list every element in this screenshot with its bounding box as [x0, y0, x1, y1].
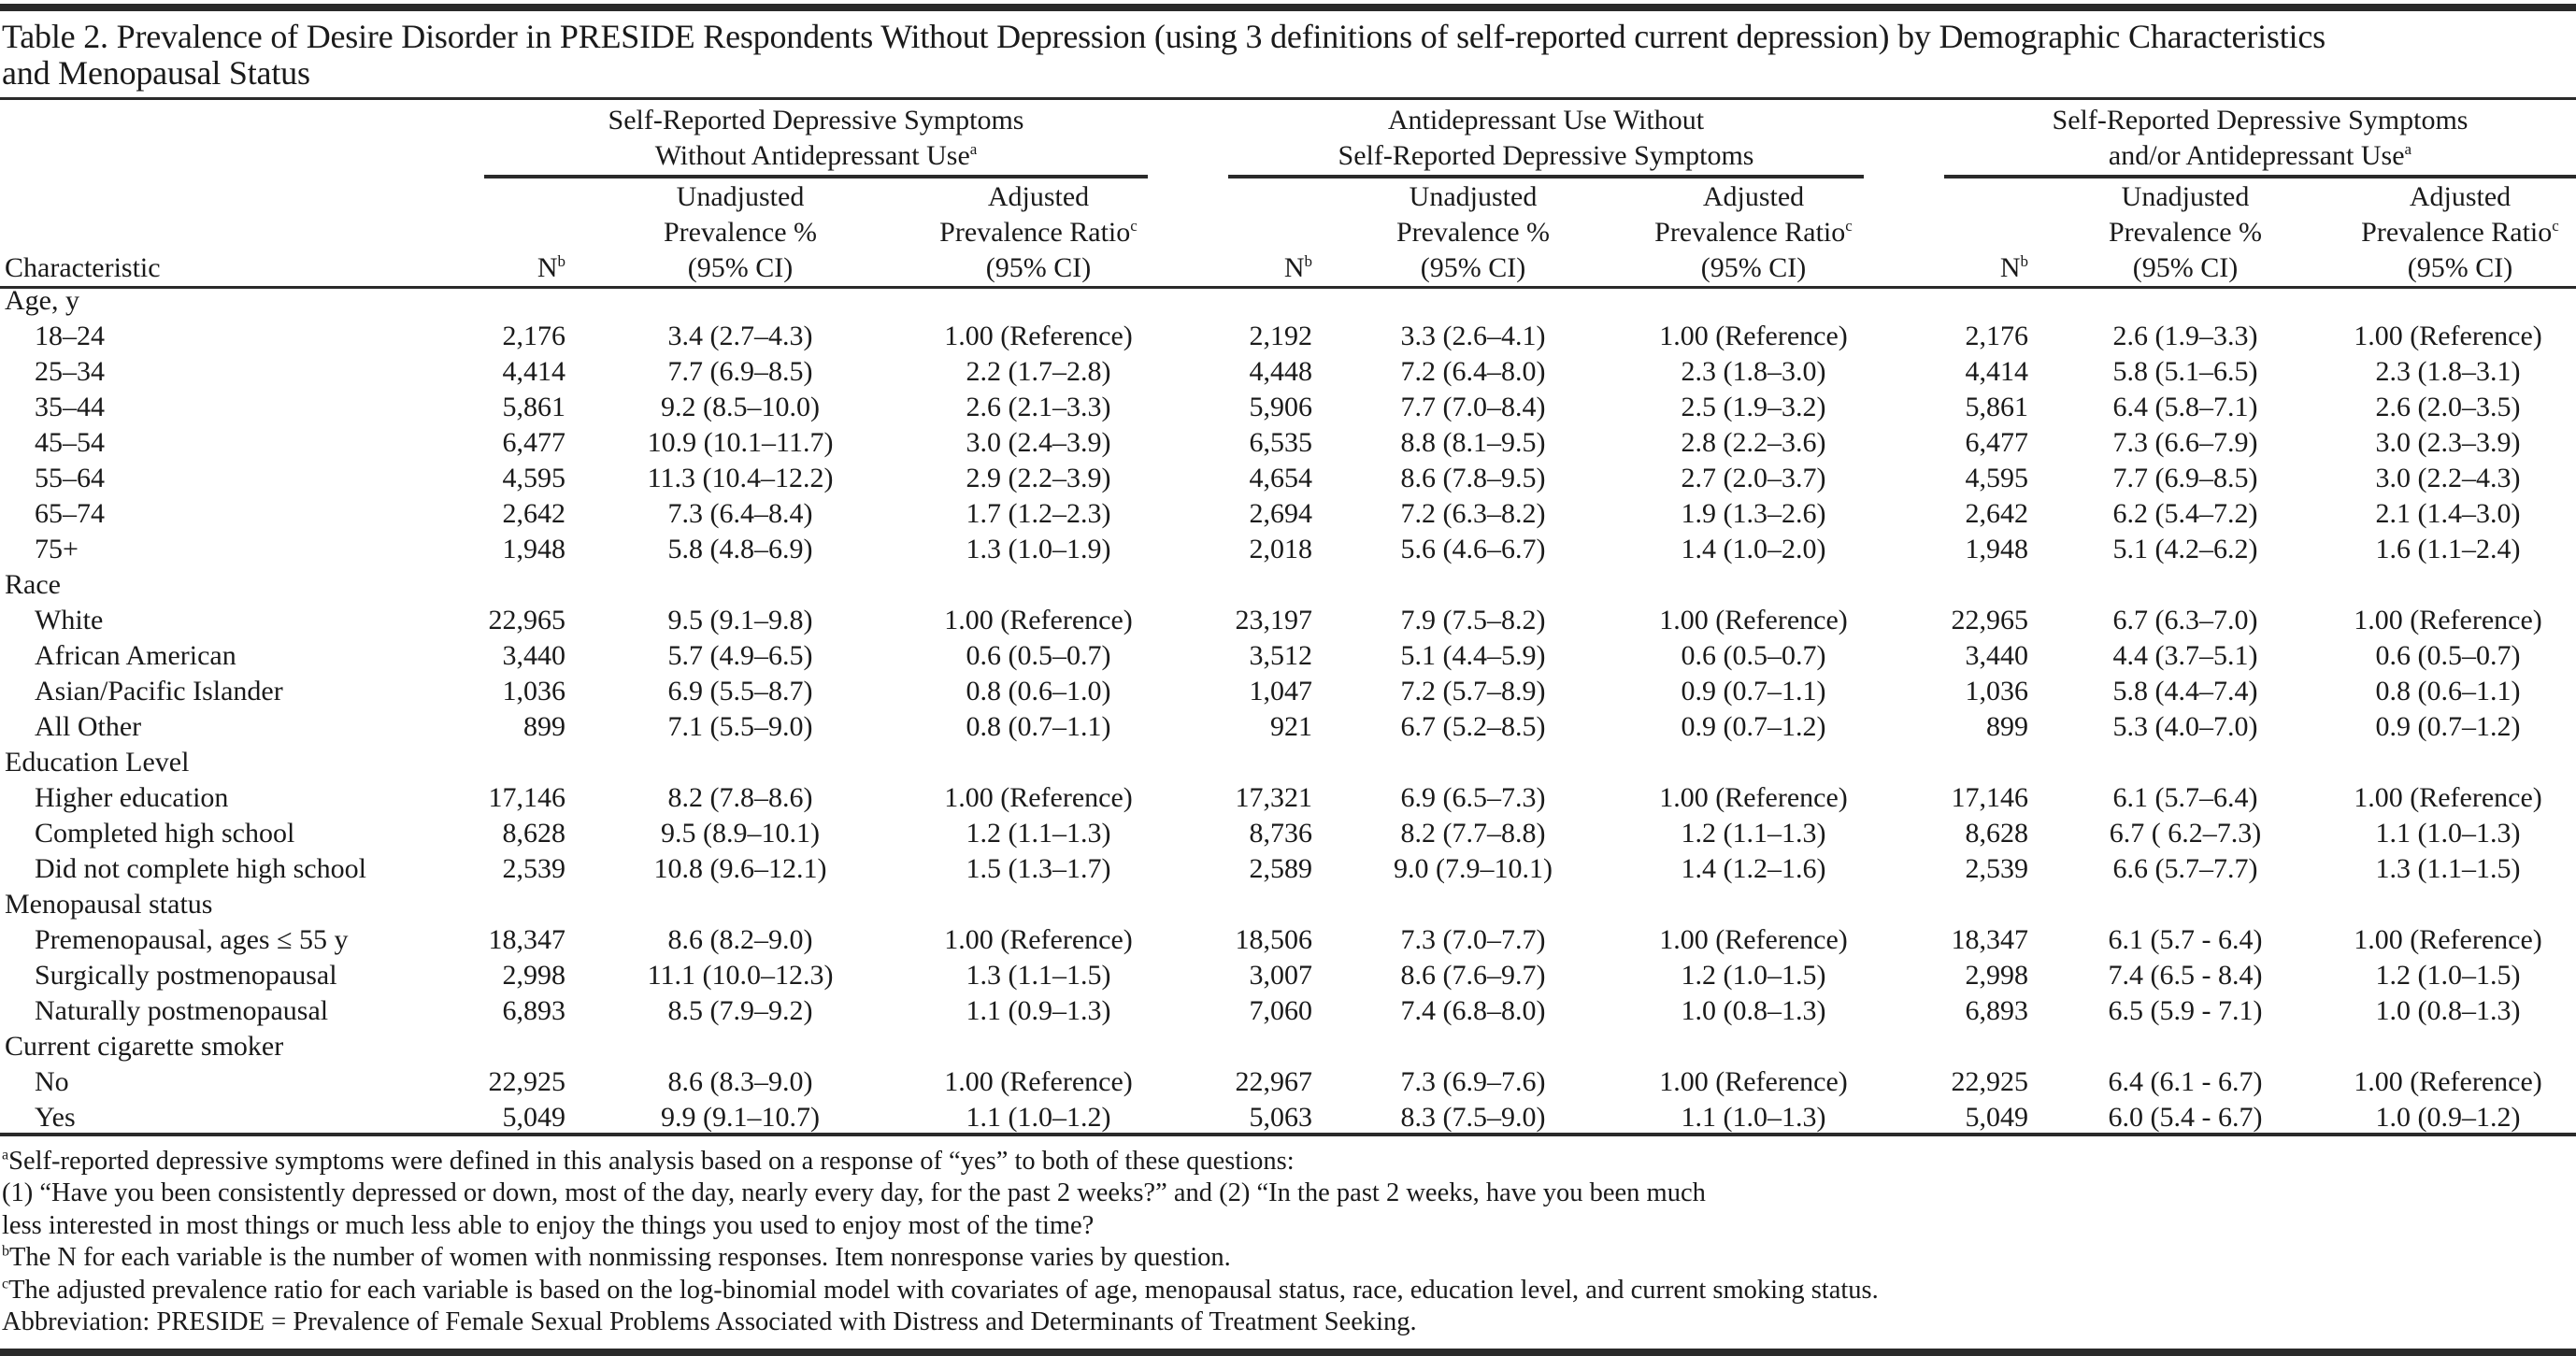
cell-adjusted-ratio-group3: 1.2 (1.0–1.5): [2375, 960, 2521, 991]
cell-n-group3: 5,049: [1965, 1102, 2028, 1133]
cell-adjusted-ratio-group1: 2.2 (1.7–2.8): [966, 356, 1111, 387]
group-underline-2: [1228, 175, 1864, 178]
row-label: Higher education: [35, 782, 229, 813]
bottom-border: [0, 1349, 2576, 1356]
cell-unadjusted-prevalence-group2: 8.2 (7.7–8.8): [1400, 818, 1546, 849]
footnote-c: [2, 1275, 1879, 1306]
row-label: Did not complete high school: [35, 853, 366, 884]
cell-n-group2: 23,197: [1235, 605, 1312, 635]
cell-n-group2: 6,535: [1249, 427, 1312, 458]
table-row: [0, 603, 2576, 638]
cell-adjusted-ratio-group1: 1.2 (1.1–1.3): [966, 818, 1111, 849]
cell-adjusted-ratio-group2: 1.00 (Reference): [1659, 321, 1848, 351]
table-row: [0, 638, 2576, 674]
footnote-b: [2, 1242, 1879, 1274]
header-text: Prevalence Ratio: [1654, 217, 1846, 248]
cell-n-group1: 22,965: [488, 605, 565, 635]
row-label: Naturally postmenopausal: [35, 995, 329, 1026]
footnote-abbreviation: Abbreviation: PRESIDE = Prevalence of Female Sexual Problems Associated with Distress and Determinants of Treatment Seeking.: [2, 1306, 1417, 1336]
cell-unadjusted-prevalence-group1: 7.3 (6.4–8.4): [667, 498, 813, 529]
row-label: Yes: [35, 1102, 76, 1133]
row-label: 55–64: [35, 463, 105, 493]
cell-adjusted-ratio-group1: 1.00 (Reference): [944, 782, 1133, 813]
cell-n-group1: 4,414: [502, 356, 565, 387]
cell-unadjusted-prevalence-group2: 7.4 (6.8–8.0): [1400, 995, 1546, 1026]
cell-adjusted-ratio-group1: 1.3 (1.1–1.5): [966, 960, 1111, 991]
cell-unadjusted-prevalence-group3: 7.7 (6.9–8.5): [2112, 463, 2258, 493]
column-header-unadjusted-prevalence: [1314, 179, 1632, 286]
cell-unadjusted-prevalence-group2: 8.6 (7.8–9.5): [1400, 463, 1546, 493]
cell-adjusted-ratio-group2: 0.9 (0.7–1.1): [1681, 676, 1826, 707]
table-row: [0, 993, 2576, 1029]
cell-adjusted-ratio-group3: 2.6 (2.0–3.5): [2375, 392, 2521, 422]
cell-n-group2: 5,063: [1249, 1102, 1312, 1133]
row-label: 75+: [35, 534, 79, 564]
cell-adjusted-ratio-group2: 0.9 (0.7–1.2): [1681, 711, 1826, 742]
cell-adjusted-ratio-group2: 2.3 (1.8–3.0): [1681, 356, 1826, 387]
cell-unadjusted-prevalence-group2: 7.7 (7.0–8.4): [1400, 392, 1546, 422]
cell-adjusted-ratio-group2: 2.7 (2.0–3.7): [1681, 463, 1826, 493]
cell-unadjusted-prevalence-group3: 6.0 (5.4 - 6.7): [2108, 1102, 2263, 1133]
column-header-adjusted-ratio: [880, 179, 1197, 286]
cell-unadjusted-prevalence-group1: 11.1 (10.0–12.3): [647, 960, 834, 991]
cell-unadjusted-prevalence-group1: 9.9 (9.1–10.7): [661, 1102, 820, 1133]
table-row: [0, 922, 2576, 958]
header-line: Adjusted: [987, 181, 1090, 212]
cell-n-group2: 18,506: [1235, 924, 1312, 955]
cell-n-group2: 2,589: [1249, 853, 1312, 884]
header-line: Adjusted: [2409, 181, 2512, 212]
cell-adjusted-ratio-group2: 1.00 (Reference): [1659, 924, 1848, 955]
cell-n-group3: 18,347: [1951, 924, 2028, 955]
cell-adjusted-ratio-group1: 1.1 (1.0–1.2): [966, 1102, 1111, 1133]
row-label: Completed high school: [35, 818, 295, 849]
group-header-2: [1228, 103, 1864, 174]
cell-adjusted-ratio-group2: 1.2 (1.1–1.3): [1681, 818, 1826, 849]
header-line: Adjusted: [1702, 181, 1805, 212]
row-label: African American: [35, 640, 236, 671]
cell-adjusted-ratio-group2: 1.4 (1.2–1.6): [1681, 853, 1826, 884]
table-row: [0, 425, 2576, 461]
cell-unadjusted-prevalence-group3: 5.3 (4.0–7.0): [2112, 711, 2258, 742]
cell-unadjusted-prevalence-group2: 7.3 (6.9–7.6): [1400, 1066, 1546, 1097]
row-label: 65–74: [35, 498, 105, 529]
cell-adjusted-ratio-group1: 0.6 (0.5–0.7): [966, 640, 1111, 671]
cell-n-group1: 2,642: [502, 498, 565, 529]
table-row: [0, 1100, 2576, 1135]
footnote-ref-b: b: [2020, 252, 2028, 270]
table-row: [0, 461, 2576, 496]
footnote-a-text: Self-reported depressive symptoms were defined in this analysis based on a response of “yes” to both of these questions:: [8, 1147, 1295, 1176]
header-text: Prevalence Ratio: [2361, 217, 2553, 248]
footnote-a-marker: a: [2, 1147, 9, 1163]
cell-unadjusted-prevalence-group1: 9.2 (8.5–10.0): [661, 392, 820, 422]
cell-unadjusted-prevalence-group2: 5.6 (4.6–6.7): [1400, 534, 1546, 564]
cell-unadjusted-prevalence-group2: 5.1 (4.4–5.9): [1400, 640, 1546, 671]
cell-adjusted-ratio-group3: 0.9 (0.7–1.2): [2375, 711, 2521, 742]
cell-adjusted-ratio-group3: 2.3 (1.8–3.1): [2375, 356, 2521, 387]
cell-adjusted-ratio-group3: 1.1 (1.0–1.3): [2375, 818, 2521, 849]
cell-adjusted-ratio-group3: 1.3 (1.1–1.5): [2375, 853, 2521, 884]
cell-unadjusted-prevalence-group1: 5.7 (4.9–6.5): [667, 640, 813, 671]
group-underline-1: [484, 175, 1148, 178]
cell-adjusted-ratio-group3: 1.00 (Reference): [2354, 924, 2542, 955]
cell-n-group2: 8,736: [1249, 818, 1312, 849]
cell-unadjusted-prevalence-group2: 9.0 (7.9–10.1): [1394, 853, 1553, 884]
cell-unadjusted-prevalence-group3: 6.4 (5.8–7.1): [2112, 392, 2258, 422]
cell-adjusted-ratio-group1: 3.0 (2.4–3.9): [966, 427, 1111, 458]
cell-adjusted-ratio-group2: 1.2 (1.0–1.5): [1681, 960, 1826, 991]
column-header-n: [472, 250, 565, 286]
row-label: 45–54: [35, 427, 105, 458]
cell-n-group1: 2,539: [502, 853, 565, 884]
column-header-n: [1935, 250, 2028, 286]
section-label: Race: [5, 569, 61, 600]
section-header-row: [0, 567, 2576, 603]
row-label: 25–34: [35, 356, 105, 387]
header-line: Prevalence %: [1395, 217, 1551, 248]
cell-adjusted-ratio-group2: 1.00 (Reference): [1659, 1066, 1848, 1097]
group-header-2-line1: Antidepressant Use Without: [1387, 105, 1705, 136]
column-header-n: [1219, 250, 1312, 286]
table-row: [0, 496, 2576, 532]
group-header-3-line2: and/or Antidepressant Use: [2108, 140, 2405, 171]
table-row: [0, 354, 2576, 390]
cell-unadjusted-prevalence-group1: 5.8 (4.8–6.9): [667, 534, 813, 564]
row-label: No: [35, 1066, 69, 1097]
cell-unadjusted-prevalence-group3: 5.8 (5.1–6.5): [2112, 356, 2258, 387]
cell-unadjusted-prevalence-group3: 6.7 (6.3–7.0): [2112, 605, 2258, 635]
cell-n-group1: 22,925: [488, 1066, 565, 1097]
cell-n-group2: 3,512: [1249, 640, 1312, 671]
cell-adjusted-ratio-group1: 1.00 (Reference): [944, 605, 1133, 635]
column-header-characteristic: Characteristic: [5, 252, 161, 283]
cell-unadjusted-prevalence-group1: 9.5 (9.1–9.8): [667, 605, 813, 635]
header-line: [2301, 215, 2576, 250]
table-bottom-rule: [0, 1133, 2576, 1136]
table-row: [0, 780, 2576, 816]
group-header-1-line1: Self-Reported Depressive Symptoms: [608, 105, 1024, 136]
footnote-ref-b: b: [557, 252, 565, 270]
header-line: (95% CI): [1700, 252, 1807, 283]
cell-n-group1: 5,049: [502, 1102, 565, 1133]
cell-unadjusted-prevalence-group2: 8.6 (7.6–9.7): [1400, 960, 1546, 991]
cell-adjusted-ratio-group2: 1.4 (1.0–2.0): [1681, 534, 1826, 564]
cell-unadjusted-prevalence-group1: 11.3 (10.4–12.2): [647, 463, 834, 493]
top-border: [0, 4, 2576, 11]
cell-adjusted-ratio-group1: 1.3 (1.0–1.9): [966, 534, 1111, 564]
table-row: [0, 532, 2576, 567]
cell-unadjusted-prevalence-group3: 6.1 (5.7 - 6.4): [2108, 924, 2263, 955]
row-label: Surgically postmenopausal: [35, 960, 337, 991]
table-row: [0, 390, 2576, 425]
cell-adjusted-ratio-group2: 2.8 (2.2–3.6): [1681, 427, 1826, 458]
footnote-ref-c: c: [2552, 217, 2559, 235]
cell-adjusted-ratio-group3: 1.0 (0.9–1.2): [2375, 1102, 2521, 1133]
cell-unadjusted-prevalence-group2: 7.9 (7.5–8.2): [1400, 605, 1546, 635]
cell-unadjusted-prevalence-group2: 3.3 (2.6–4.1): [1400, 321, 1546, 351]
cell-n-group2: 17,321: [1235, 782, 1312, 813]
cell-adjusted-ratio-group1: 0.8 (0.6–1.0): [966, 676, 1111, 707]
cell-n-group3: 17,146: [1951, 782, 2028, 813]
cell-n-group1: 2,998: [502, 960, 565, 991]
cell-n-group3: 1,036: [1965, 676, 2028, 707]
group-header-3-line1: Self-Reported Depressive Symptoms: [2052, 105, 2469, 136]
cell-n-group3: 899: [1986, 711, 2028, 742]
cell-adjusted-ratio-group3: 1.00 (Reference): [2354, 782, 2542, 813]
cell-unadjusted-prevalence-group3: 7.3 (6.6–7.9): [2112, 427, 2258, 458]
section-header-row: [0, 887, 2576, 922]
cell-unadjusted-prevalence-group2: 6.9 (6.5–7.3): [1400, 782, 1546, 813]
row-label: Premenopausal, ages ≤ 55 y: [35, 924, 349, 955]
header-top-rule: [0, 97, 2576, 100]
cell-adjusted-ratio-group2: 1.9 (1.3–2.6): [1681, 498, 1826, 529]
footnote-c-marker: c: [2, 1276, 9, 1292]
cell-n-group3: 2,176: [1965, 321, 2028, 351]
header-line: (95% CI): [687, 252, 794, 283]
cell-n-group1: 899: [523, 711, 565, 742]
cell-adjusted-ratio-group2: 2.5 (1.9–3.2): [1681, 392, 1826, 422]
cell-unadjusted-prevalence-group1: 8.5 (7.9–9.2): [667, 995, 813, 1026]
section-label: Current cigarette smoker: [5, 1031, 284, 1062]
cell-n-group2: 2,694: [1249, 498, 1312, 529]
cell-unadjusted-prevalence-group2: 8.8 (8.1–9.5): [1400, 427, 1546, 458]
cell-unadjusted-prevalence-group1: 8.6 (8.2–9.0): [667, 924, 813, 955]
cell-unadjusted-prevalence-group2: 8.3 (7.5–9.0): [1400, 1102, 1546, 1133]
footnote-a-line3: less interested in most things or much less able to enjoy the things you used to enjoy most of the time?: [2, 1210, 1095, 1240]
column-header-unadjusted-prevalence: [2026, 179, 2344, 286]
cell-n-group2: 22,967: [1235, 1066, 1312, 1097]
cell-adjusted-ratio-group3: 1.00 (Reference): [2354, 605, 2542, 635]
cell-adjusted-ratio-group1: 1.7 (1.2–2.3): [966, 498, 1111, 529]
cell-adjusted-ratio-group3: 1.00 (Reference): [2354, 1066, 2542, 1097]
cell-n-group1: 6,893: [502, 995, 565, 1026]
cell-n-group1: 8,628: [502, 818, 565, 849]
cell-unadjusted-prevalence-group1: 6.9 (5.5–8.7): [667, 676, 813, 707]
cell-adjusted-ratio-group1: 0.8 (0.7–1.1): [966, 711, 1111, 742]
group-header-1-line2: Without Antidepressant Use: [654, 140, 970, 171]
cell-unadjusted-prevalence-group3: 7.4 (6.5 - 8.4): [2108, 960, 2263, 991]
cell-adjusted-ratio-group2: 1.00 (Reference): [1659, 605, 1848, 635]
footnote-b-text: The N for each variable is the number of women with nonmissing responses. Item nonresponse varies by question.: [9, 1243, 1231, 1273]
footnote-a-line2: (1) “Have you been consistently depressed or down, most of the day, nearly every day, for the past 2 weeks?” and (2) “In the past 2 weeks, have you been much: [2, 1178, 1706, 1208]
cell-adjusted-ratio-group1: 1.1 (0.9–1.3): [966, 995, 1111, 1026]
cell-n-group3: 2,642: [1965, 498, 2028, 529]
cell-adjusted-ratio-group3: 2.1 (1.4–3.0): [2375, 498, 2521, 529]
group-header-3: [1944, 103, 2576, 174]
cell-n-group2: 4,654: [1249, 463, 1312, 493]
cell-n-group2: 5,906: [1249, 392, 1312, 422]
cell-n-group3: 4,414: [1965, 356, 2028, 387]
cell-adjusted-ratio-group1: 1.00 (Reference): [944, 1066, 1133, 1097]
cell-n-group3: 3,440: [1965, 640, 2028, 671]
cell-adjusted-ratio-group3: 1.0 (0.8–1.3): [2375, 995, 2521, 1026]
footnote-ref-a: a: [2404, 140, 2412, 158]
cell-adjusted-ratio-group1: 1.00 (Reference): [944, 924, 1133, 955]
cell-n-group2: 4,448: [1249, 356, 1312, 387]
header-line: (95% CI): [2132, 252, 2239, 283]
cell-n-group1: 18,347: [488, 924, 565, 955]
cell-unadjusted-prevalence-group1: 8.6 (8.3–9.0): [667, 1066, 813, 1097]
column-header-adjusted-ratio: [2301, 179, 2576, 286]
cell-n-group1: 1,948: [502, 534, 565, 564]
cell-n-group1: 3,440: [502, 640, 565, 671]
cell-unadjusted-prevalence-group1: 9.5 (8.9–10.1): [661, 818, 820, 849]
cell-n-group1: 5,861: [502, 392, 565, 422]
cell-unadjusted-prevalence-group3: 6.5 (5.9 - 7.1): [2108, 995, 2263, 1026]
cell-n-group1: 1,036: [502, 676, 565, 707]
cell-unadjusted-prevalence-group1: 8.2 (7.8–8.6): [667, 782, 813, 813]
cell-unadjusted-prevalence-group2: 7.2 (6.4–8.0): [1400, 356, 1546, 387]
cell-n-group2: 2,192: [1249, 321, 1312, 351]
header-line: Unadjusted: [1409, 181, 1538, 212]
footnote-ref-c: c: [1845, 217, 1853, 235]
header-line: [1595, 215, 1912, 250]
cell-adjusted-ratio-group3: 1.6 (1.1–2.4): [2375, 534, 2521, 564]
cell-adjusted-ratio-group2: 1.00 (Reference): [1659, 782, 1848, 813]
footnote-b-marker: b: [2, 1243, 9, 1260]
cell-adjusted-ratio-group3: 0.6 (0.5–0.7): [2375, 640, 2521, 671]
table-row: [0, 674, 2576, 709]
cell-unadjusted-prevalence-group3: 6.2 (5.4–7.2): [2112, 498, 2258, 529]
column-header-unadjusted-prevalence: [581, 179, 899, 286]
cell-unadjusted-prevalence-group3: 6.6 (5.7–7.7): [2112, 853, 2258, 884]
n-label: N: [537, 252, 558, 283]
cell-unadjusted-prevalence-group3: 5.8 (4.4–7.4): [2112, 676, 2258, 707]
section-header-row: [0, 1029, 2576, 1064]
n-label: N: [1283, 252, 1305, 283]
cell-n-group2: 2,018: [1249, 534, 1312, 564]
cell-unadjusted-prevalence-group2: 7.3 (7.0–7.7): [1400, 924, 1546, 955]
cell-adjusted-ratio-group3: 3.0 (2.2–4.3): [2375, 463, 2521, 493]
cell-n-group3: 5,861: [1965, 392, 2028, 422]
cell-adjusted-ratio-group2: 1.0 (0.8–1.3): [1681, 995, 1826, 1026]
cell-n-group3: 8,628: [1965, 818, 2028, 849]
row-label: White: [35, 605, 104, 635]
footnote-ref-c: c: [1130, 217, 1138, 235]
group-header-1: [484, 103, 1148, 174]
header-line: Prevalence %: [2108, 217, 2263, 248]
cell-n-group2: 7,060: [1249, 995, 1312, 1026]
cell-n-group3: 2,539: [1965, 853, 2028, 884]
table-row: [0, 1064, 2576, 1100]
section-label: Education Level: [5, 747, 190, 778]
cell-adjusted-ratio-group2: 0.6 (0.5–0.7): [1681, 640, 1826, 671]
header-line: Unadjusted: [2121, 181, 2250, 212]
cell-n-group1: 4,595: [502, 463, 565, 493]
cell-unadjusted-prevalence-group1: 3.4 (2.7–4.3): [667, 321, 813, 351]
table-row: [0, 319, 2576, 354]
cell-n-group3: 6,893: [1965, 995, 2028, 1026]
cell-n-group3: 4,595: [1965, 463, 2028, 493]
section-header-row: [0, 283, 2576, 319]
row-label: 18–24: [35, 321, 105, 351]
section-header-row: [0, 745, 2576, 780]
cell-n-group2: 3,007: [1249, 960, 1312, 991]
group-underline-3: [1944, 175, 2576, 178]
footnote-ref-a: a: [969, 140, 978, 158]
cell-unadjusted-prevalence-group2: 6.7 (5.2–8.5): [1400, 711, 1546, 742]
cell-n-group2: 921: [1270, 711, 1312, 742]
table-title-line2: and Menopausal Status: [2, 54, 310, 92]
footnote-ref-b: b: [1304, 252, 1312, 270]
row-label: Asian/Pacific Islander: [35, 676, 283, 707]
cell-unadjusted-prevalence-group1: 7.7 (6.9–8.5): [667, 356, 813, 387]
cell-adjusted-ratio-group1: 2.6 (2.1–3.3): [966, 392, 1111, 422]
footnote-a: [2, 1146, 1879, 1178]
row-label: 35–44: [35, 392, 105, 422]
cell-n-group3: 2,998: [1965, 960, 2028, 991]
table-row: [0, 709, 2576, 745]
group-header-2-line2: Self-Reported Depressive Symptoms: [1338, 140, 1754, 171]
table-row: [0, 851, 2576, 887]
header-line: (95% CI): [2407, 252, 2513, 283]
header-text: Prevalence Ratio: [939, 217, 1131, 248]
cell-n-group3: 6,477: [1965, 427, 2028, 458]
cell-unadjusted-prevalence-group3: 2.6 (1.9–3.3): [2112, 321, 2258, 351]
cell-unadjusted-prevalence-group1: 10.9 (10.1–11.7): [647, 427, 834, 458]
cell-adjusted-ratio-group1: 1.00 (Reference): [944, 321, 1133, 351]
cell-unadjusted-prevalence-group1: 7.1 (5.5–9.0): [667, 711, 813, 742]
cell-n-group1: 2,176: [502, 321, 565, 351]
cell-adjusted-ratio-group3: 3.0 (2.3–3.9): [2375, 427, 2521, 458]
table-title: Table 2. Prevalence of Desire Disorder in PRESIDE Respondents Without Depression (using 3 definitions of self-reported current depression) by Demographic Characteristics: [2, 18, 2326, 55]
table-row: [0, 816, 2576, 851]
header-line: (95% CI): [985, 252, 1092, 283]
row-label: All Other: [35, 711, 142, 742]
n-label: N: [1999, 252, 2021, 283]
cell-n-group1: 17,146: [488, 782, 565, 813]
table-row: [0, 958, 2576, 993]
section-label: Age, y: [5, 285, 79, 316]
cell-unadjusted-prevalence-group3: 4.4 (3.7–5.1): [2112, 640, 2258, 671]
cell-adjusted-ratio-group3: 0.8 (0.6–1.1): [2375, 676, 2521, 707]
cell-n-group3: 22,925: [1951, 1066, 2028, 1097]
cell-n-group3: 1,948: [1965, 534, 2028, 564]
cell-adjusted-ratio-group3: 1.00 (Reference): [2354, 321, 2542, 351]
cell-n-group1: 6,477: [502, 427, 565, 458]
cell-unadjusted-prevalence-group3: 5.1 (4.2–6.2): [2112, 534, 2258, 564]
cell-unadjusted-prevalence-group3: 6.1 (5.7–6.4): [2112, 782, 2258, 813]
footnote-c-text: The adjusted prevalence ratio for each variable is based on the log-binomial model with covariates of age, menopausal status, race, education level, and current smoking status.: [8, 1275, 1879, 1305]
cell-n-group3: 22,965: [1951, 605, 2028, 635]
cell-unadjusted-prevalence-group2: 7.2 (6.3–8.2): [1400, 498, 1546, 529]
cell-unadjusted-prevalence-group3: 6.7 ( 6.2–7.3): [2109, 818, 2262, 849]
footnotes: [2, 1146, 1879, 1338]
cell-adjusted-ratio-group1: 1.5 (1.3–1.7): [966, 853, 1111, 884]
cell-adjusted-ratio-group2: 1.1 (1.0–1.3): [1681, 1102, 1826, 1133]
cell-unadjusted-prevalence-group3: 6.4 (6.1 - 6.7): [2108, 1066, 2263, 1097]
cell-unadjusted-prevalence-group1: 10.8 (9.6–12.1): [653, 853, 827, 884]
header-line: [880, 215, 1197, 250]
header-line: (95% CI): [1420, 252, 1526, 283]
cell-adjusted-ratio-group1: 2.9 (2.2–3.9): [966, 463, 1111, 493]
cell-unadjusted-prevalence-group2: 7.2 (5.7–8.9): [1400, 676, 1546, 707]
column-header-adjusted-ratio: [1595, 179, 1912, 286]
header-line: Prevalence %: [663, 217, 818, 248]
cell-n-group2: 1,047: [1249, 676, 1312, 707]
section-label: Menopausal status: [5, 889, 213, 920]
header-line: Unadjusted: [676, 181, 805, 212]
